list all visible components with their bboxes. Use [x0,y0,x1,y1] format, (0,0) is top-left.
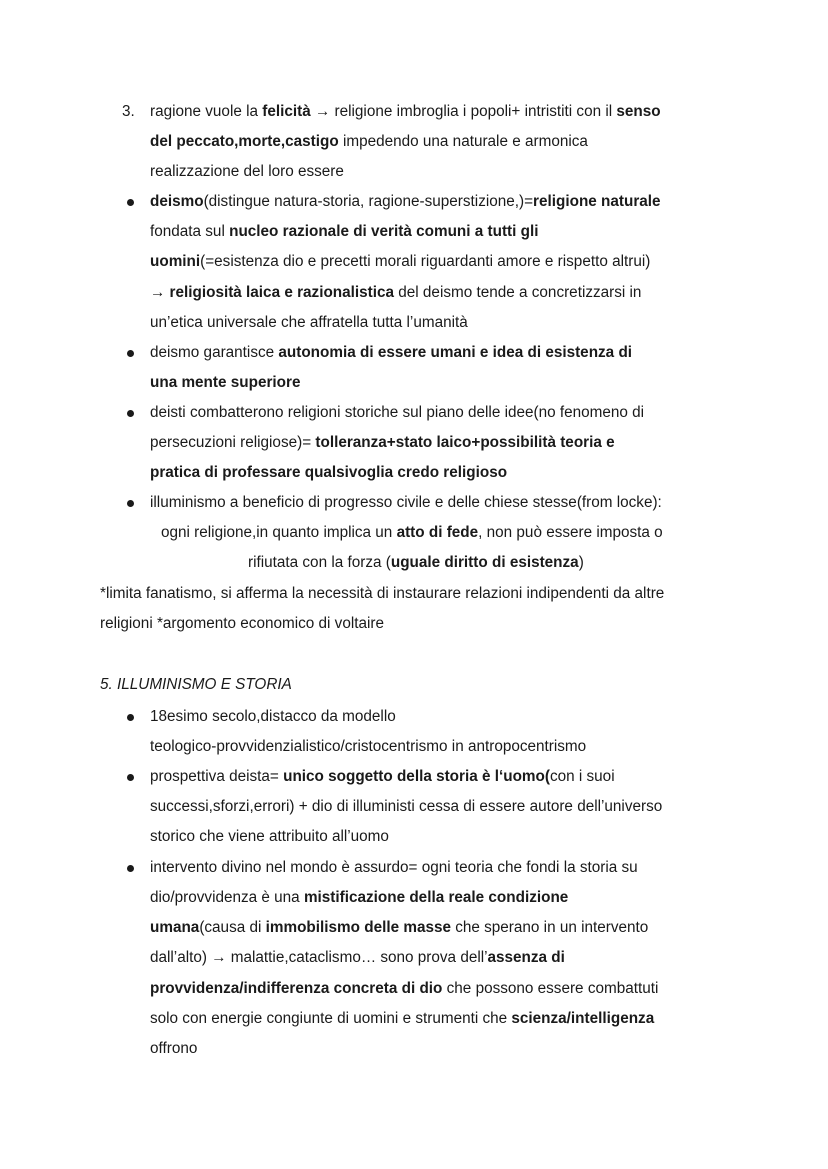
text-line [150,463,507,483]
text-run: successi,sforzi,errori) + dio di illuministi cessa di essere autore dell’universo [150,798,663,815]
bold-text: nucleo razionale di verità comuni a tutti gli [229,223,539,240]
text-line [150,858,638,878]
text-run: fondata sul [150,223,230,240]
text-line [150,313,468,333]
text-run: deisti combatterono religioni storiche sul piano delle idee(no fenomeno di [150,404,645,421]
bullet-dot [127,774,134,781]
text-run: con i suoi [549,768,615,785]
text-run: dio/provvidenza è una [150,889,304,906]
text-line [150,737,586,757]
text-run: ragione vuole la [150,103,263,120]
bold-text: tolleranza+stato laico+possibilità teoria e [315,434,615,451]
text-run: (distingue natura-storia, ragione-superstizione,)= [203,193,534,210]
bold-text: unico soggetto della storia è l‘uomo( [283,768,550,785]
text-run: *limita fanatismo, si afferma la necessità di instaurare relazioni indipendenti da altre [100,585,665,602]
text-line [150,767,615,787]
text-line [150,888,568,908]
text-line [150,162,344,182]
text-run: ) [578,554,584,571]
text-line [150,948,565,968]
text-run: (=esistenza dio e precetti morali riguardanti amore e rispetto altrui) [200,253,651,270]
text-run: che sperano in un intervento [450,919,649,936]
bold-text: umana [150,919,200,936]
text-run: → religione imbroglia i popoli+ intristiti con il [310,103,617,120]
bullet-dot [127,410,134,417]
bold-text: provvidenza/indifferenza concreta di dio [150,980,443,997]
section-heading: 5. ILLUMINISMO E STORIA [100,676,292,693]
text-line [150,433,615,453]
text-run: impedendo una naturale e armonica [338,133,588,150]
text-line [150,373,300,393]
bold-text: del peccato,morte,castigo [150,133,339,150]
bold-text: uomini [150,253,201,270]
text-run: teologico-provvidenzialistico/cristocentrismo in antropocentrismo [150,738,587,755]
text-run: storico che viene attribuito all’uomo [150,828,389,845]
text-run: intervento divino nel mondo è assurdo= ogni teoria che fondi la storia su [150,859,638,876]
text-line [150,252,650,272]
text-line [150,1009,654,1029]
bold-text: autonomia di essere umani e idea di esistenza di [278,344,633,361]
bold-text: mistificazione della reale condizione [303,889,569,906]
bold-text: assenza di [487,949,565,966]
bold-text: religiosità laica e razionalistica [169,284,395,301]
text-run: solo con energie congiunte di uomini e strumenti che [150,1010,512,1027]
text-line [150,283,641,303]
text-run: 18esimo secolo,distacco da modello [150,708,396,725]
text-run: , non può essere imposta o [478,524,663,541]
text-run: realizzazione del loro essere [150,163,344,180]
text-line [150,797,662,817]
list-number: 3. [122,103,135,120]
text-line [150,918,648,938]
bullet-dot [127,199,134,206]
note-line [100,614,384,634]
bullet-dot [127,350,134,357]
text-run: (causa di [199,919,266,936]
text-line [161,523,663,543]
note-line [100,584,664,604]
text-line [150,979,658,999]
text-run: dall’alto) → malattie,cataclismo… sono prova dell’ [150,949,488,966]
text-line [150,1039,197,1059]
bold-text: una mente superiore [150,374,301,391]
bold-text: immobilismo delle masse [265,919,451,936]
text-run: prospettiva deista= [150,768,284,785]
text-line [150,343,632,363]
text-line [150,707,396,727]
bold-text: deismo [150,193,204,210]
text-run: rifiutata con la forza ( [248,554,391,571]
text-line [150,132,588,152]
bold-text: atto di fede [396,524,479,541]
text-run: offrono [150,1040,198,1057]
bold-text: felicità [262,103,311,120]
text-run: → [150,284,170,301]
text-run: ogni religione,in quanto implica un [161,524,397,541]
text-line [150,222,538,242]
text-line [150,403,644,423]
text-run: persecuzioni religiose)= [150,434,316,451]
text-run: che possono essere combattuti [442,980,659,997]
bullet-dot [127,714,134,721]
text-line [150,827,389,847]
bullet-dot [127,500,134,507]
bold-text: pratica di professare qualsivoglia credo religioso [150,464,508,481]
text-line [248,553,584,573]
bold-text: senso [616,103,661,120]
text-run: religioni *argomento economico di voltaire [100,615,384,632]
text-line [150,102,661,122]
bold-text: scienza/intelligenza [511,1010,655,1027]
text-run: deismo garantisce [150,344,279,361]
text-line [150,192,661,212]
bullet-dot [127,865,134,872]
bold-text: religione naturale [533,193,661,210]
text-run: del deismo tende a concretizzarsi in [394,284,642,301]
text-line [150,493,662,513]
bold-text: uguale diritto di esistenza [390,554,579,571]
text-run: un’etica universale che affratella tutta l’umanità [150,314,468,331]
text-run: illuminismo a beneficio di progresso civile e delle chiese stesse(from locke): [150,494,662,511]
